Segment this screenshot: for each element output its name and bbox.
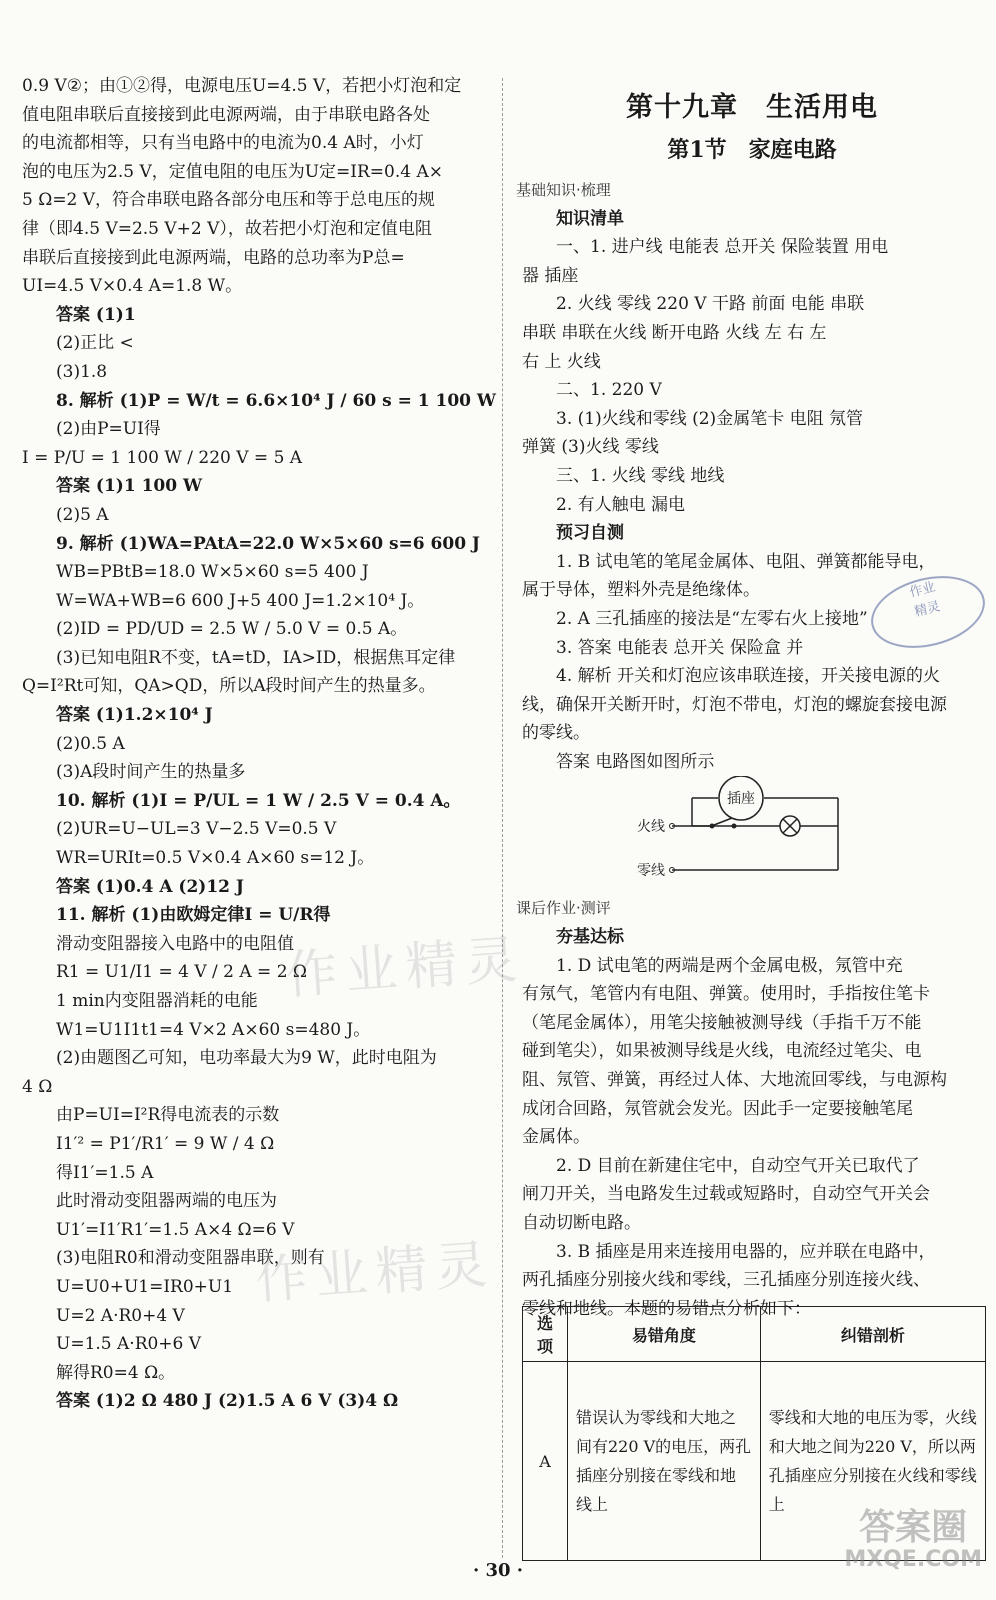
text-line: 二、1. 220 V bbox=[556, 380, 662, 401]
text-line: U1′=I1′R1′=1.5 A×4 Ω=6 V bbox=[56, 1219, 295, 1240]
text-line: (3)1.8 bbox=[56, 361, 108, 382]
text-line: 2. D 目前在新建住宅中，自动空气开关已取代了 bbox=[556, 1155, 920, 1176]
right-column bbox=[516, 72, 982, 1323]
text-line: U=U0+U1=IR0+U1 bbox=[56, 1276, 234, 1297]
text-line: 的电流都相等，只有当电路中的电流为0.4 A时，小灯 bbox=[22, 133, 424, 154]
watermark: 作业精灵 bbox=[253, 1234, 498, 1312]
live-wire-label: 火线 bbox=[637, 819, 665, 836]
text-line: (2)由P=UI得 bbox=[56, 419, 161, 440]
text-line: WR=URIt=0.5 V×0.4 A×60 s=12 J。 bbox=[56, 848, 375, 869]
table-header-angle: 易错角度 bbox=[568, 1307, 761, 1362]
circuit-svg bbox=[522, 776, 982, 894]
text-line: 金属体。 bbox=[522, 1127, 590, 1148]
text-line: 零线和地线。本题的易错点分析如下： bbox=[522, 1298, 811, 1319]
chapter-title: 第十九章 生活用电 bbox=[626, 92, 878, 123]
homework-section bbox=[516, 894, 982, 1323]
text-line: （笔尾金属体），用笔尖接触被测导线（手指千万不能 bbox=[522, 1012, 922, 1033]
table-header-fix: 纠错剖析 bbox=[760, 1307, 985, 1362]
logo-url: MXQE.COM bbox=[844, 1547, 982, 1572]
text-line: 1. B 试电笔的笔尾金属体、电阻、弹簧都能导电， bbox=[556, 551, 936, 572]
switch-icon bbox=[714, 818, 732, 825]
text-line: 5 Ω=2 V，符合串联电路各部分电压和等于总电压的规 bbox=[22, 190, 436, 211]
text-line: 解得R0=4 Ω。 bbox=[56, 1362, 176, 1383]
text-line: 成闭合回路，氖管就会发光。因此手一定要接触笔尾 bbox=[522, 1098, 913, 1119]
text-line: (3)已知电阻R不变，tA=tD，IA>ID，根据焦耳定律 bbox=[56, 647, 456, 668]
text-line: 1. D 试电笔的两端是两个金属电极，氖管中充 bbox=[556, 955, 903, 976]
column-divider bbox=[502, 78, 503, 1558]
text-line: 4. 解析 开关和灯泡应该串联连接，开关接电源的火 bbox=[556, 666, 941, 687]
text-line: WB=PBtB=18.0 W×5×60 s=5 400 J bbox=[56, 562, 369, 583]
text-line: 知识清单 bbox=[556, 208, 624, 229]
text-line: 律（即4.5 V=2.5 V+2 V），故若把小灯泡和定值电阻 bbox=[22, 218, 432, 239]
text-line: (2)正比 < bbox=[56, 333, 134, 354]
stamp-text: 精灵 bbox=[912, 599, 942, 621]
text-line: 属于导体，塑料外壳是绝缘体。 bbox=[522, 580, 760, 601]
table-header-option: 选项 bbox=[523, 1307, 568, 1362]
text-line: 预习自测 bbox=[556, 523, 624, 544]
text-line: U=2 A·R0+4 V bbox=[56, 1305, 185, 1326]
text-line: 滑动变阻器接入电路中的电阻值 bbox=[56, 933, 294, 954]
stamp-text: 作业 bbox=[908, 579, 937, 601]
left-column bbox=[22, 72, 496, 1416]
text-line: (2)ID = PD/UD = 2.5 W / 5.0 V = 0.5 A。 bbox=[56, 619, 408, 640]
text-line: U=1.5 A·R0+6 V bbox=[56, 1334, 202, 1355]
text-line: (2)5 A bbox=[56, 504, 109, 525]
text-line: W=WA+WB=6 600 J+5 400 J=1.2×10⁴ J。 bbox=[56, 590, 425, 611]
text-line: R1 = U1/I1 = 4 V / 2 A = 2 Ω bbox=[56, 962, 308, 983]
text-line: 答案 (1)1.2×10⁴ J bbox=[56, 705, 213, 726]
text-line: 11. 解析 (1)由欧姆定律I = U/R得 bbox=[56, 905, 331, 926]
text-line: 得I1′=1.5 A bbox=[56, 1162, 154, 1183]
text-line: 4 Ω bbox=[22, 1076, 53, 1097]
text-line: 碰到笔尖），如果被测导线是火线，电流经过笔尖、电 bbox=[522, 1041, 922, 1062]
text-line: (2)UR=U−UL=3 V−2.5 V=0.5 V bbox=[56, 819, 337, 840]
text-line: 有氖气，笔管内有电阻、弹簧。使用时，手指按住笔卡 bbox=[522, 984, 930, 1005]
text-line: 3. (1)火线和零线 (2)金属笔卡 电阻 氖管 bbox=[556, 408, 863, 429]
neutral-wire-label: 零线 bbox=[637, 863, 665, 880]
text-line: 右 上 火线 bbox=[522, 351, 601, 372]
text-line: (2)0.5 A bbox=[56, 733, 125, 754]
logo-text: 答案圈 bbox=[859, 1507, 968, 1548]
text-line: 值电阻串联后直接接到此电源两端，由于串联电路各处 bbox=[22, 104, 430, 125]
table-cell-option: A bbox=[523, 1362, 568, 1561]
text-line: 2. A 三孔插座的接法是“左零右火上接地” bbox=[556, 608, 868, 629]
text-line: 的零线。 bbox=[522, 723, 590, 744]
text-line: (3)电阻R0和滑动变阻器串联，则有 bbox=[56, 1248, 325, 1269]
text-line: 3. 答案 电能表 总开关 保险盒 并 bbox=[556, 637, 804, 658]
text-line: 自动切断电路。 bbox=[522, 1213, 641, 1233]
text-line: 9. 解析 (1)WA=PAtA=22.0 W×5×60 s=6 600 J bbox=[56, 533, 480, 554]
section-title: 第1节 家庭电路 bbox=[667, 137, 837, 163]
text-line: 8. 解析 (1)P = W/t = 6.6×10⁴ J / 60 s = 1 100 W bbox=[56, 390, 496, 411]
text-line: 由P=UI=I²R得电流表的示数 bbox=[56, 1105, 280, 1126]
text-line: 2. 火线 零线 220 V 干路 前面 电能 串联 bbox=[556, 294, 865, 315]
table-cell-fix: 零线和大地的电压为零，火线和大地之间为220 V，所以两孔插座应分别接在火线和零线上 bbox=[760, 1362, 985, 1561]
text-line: 器 插座 bbox=[522, 265, 579, 286]
table-cell-angle: 错误认为零线和大地之间有220 V的电压，两孔插座分别接在零线和地线上 bbox=[568, 1362, 761, 1561]
page-number: · 30 · bbox=[472, 1560, 524, 1581]
text-line: 弹簧 (3)火线 零线 bbox=[522, 437, 659, 458]
text-line: 2. 有人触电 漏电 bbox=[556, 494, 686, 515]
text-line: 一、1. 进户线 电能表 总开关 保险装置 用电 bbox=[556, 237, 889, 258]
text-line: 泡的电压为2.5 V，定值电阻的电压为U定=IR=0.4 A× bbox=[22, 161, 444, 182]
text-line: (2)由题图乙可知，电功率最大为9 W，此时电阻为 bbox=[56, 1048, 437, 1069]
text-line: 1 min内变阻器消耗的电能 bbox=[56, 991, 258, 1011]
text-line: 答案 (1)2 Ω 480 J (2)1.5 A 6 V (3)4 Ω bbox=[56, 1391, 399, 1412]
text-line: 三、1. 火线 零线 地线 bbox=[556, 465, 725, 486]
text-line: I1′² = P1′/R1′ = 9 W / 4 Ω bbox=[56, 1133, 275, 1154]
text-line: (3)A段时间产生的热量多 bbox=[56, 762, 246, 783]
text-line: 闸刀开关，当电路发生过载或短路时，自动空气开关会 bbox=[522, 1184, 930, 1205]
text-line: 答案 (1)1 bbox=[56, 304, 136, 325]
text-line: 3. B 插座是用来连接用电器的，应并联在电路中， bbox=[556, 1241, 936, 1262]
text-line: 串联 串联在火线 断开电路 火线 左 右 左 bbox=[522, 322, 827, 343]
text-line: 答案 (1)1 100 W bbox=[56, 476, 203, 497]
text-line: 两孔插座分别接火线和零线，三孔插座分别连接火线、 bbox=[522, 1270, 930, 1291]
site-logo bbox=[844, 1508, 982, 1572]
socket-label: 插座 bbox=[727, 791, 755, 808]
text-line: 此时滑动变阻器两端的电压为 bbox=[56, 1191, 277, 1212]
text-line: 10. 解析 (1)I = P/UL = 1 W / 2.5 V = 0.4 A。 bbox=[56, 790, 461, 811]
text-line: 线，确保开关断开时，灯泡不带电，灯泡的螺旋套接电源 bbox=[522, 694, 947, 715]
text-line: 阻、氖管、弹簧，再经过人体、大地流回零线，与电源构 bbox=[522, 1070, 947, 1091]
text-line: 0.9 V②；由①②得，电源电压U=4.5 V，若把小灯泡和定 bbox=[22, 76, 462, 96]
circuit-diagram bbox=[522, 776, 982, 894]
text-line: Q=I²Rt可知，QA>QD，所以A段时间产生的热量多。 bbox=[22, 676, 436, 697]
text-line: I = P/U = 1 100 W / 220 V = 5 A bbox=[22, 447, 303, 468]
text-line: W1=U1I1t1=4 V×2 A×60 s=480 J。 bbox=[56, 1019, 371, 1040]
text-line: 答案 电路图如图所示 bbox=[556, 751, 715, 772]
text-line: UI=4.5 V×0.4 A=1.8 W。 bbox=[22, 276, 243, 297]
text-line: 答案 (1)0.4 A (2)12 J bbox=[56, 876, 244, 897]
text-line: 串联后直接接到此电源两端，电路的总功率为P总= bbox=[22, 247, 405, 268]
section-label: 基础知识·梳理 bbox=[516, 181, 611, 199]
section-label: 课后作业·测评 bbox=[516, 899, 611, 918]
knowledge-summary bbox=[516, 176, 982, 776]
watermark: 作业精灵 bbox=[283, 929, 528, 1007]
text-line: 夯基达标 bbox=[556, 927, 624, 948]
